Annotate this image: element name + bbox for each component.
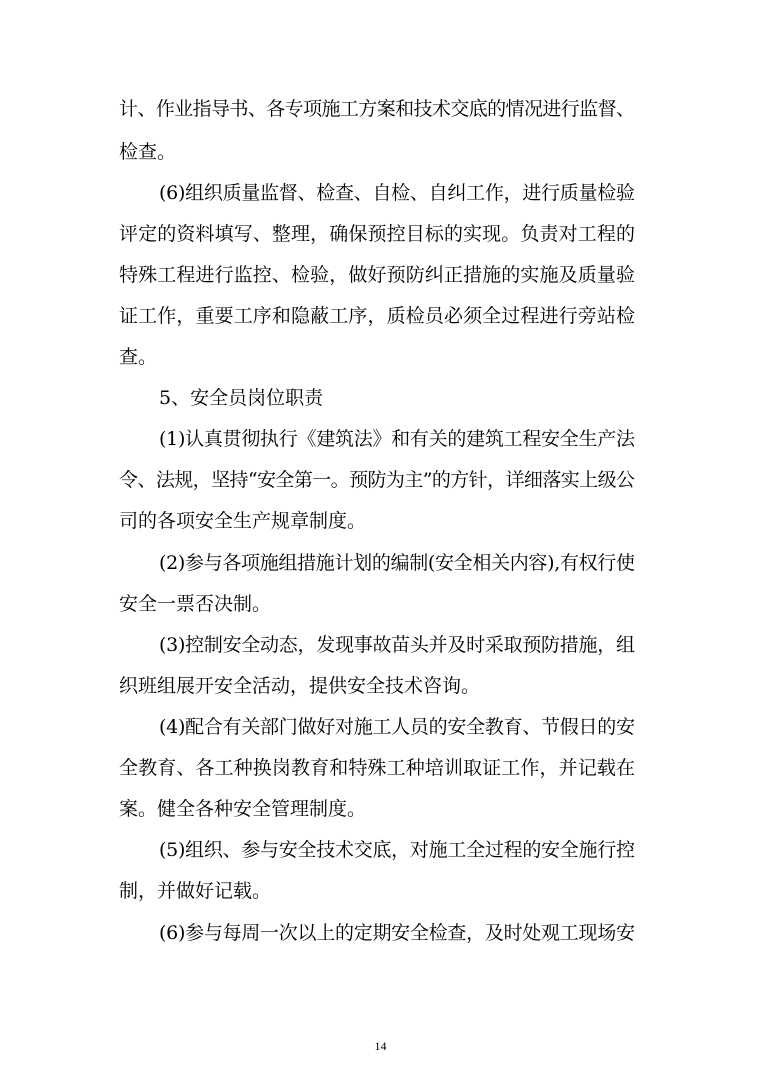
text-line-content: (4)配合有关部门做好对施工人员的安全教育、节假日的安 [159,716,635,738]
text-line [0,584,761,624]
text-line [0,132,761,172]
text-line-content: (5)组织、参与安全技术交底，对施工全过程的安全施行控 [159,839,635,861]
text-line-content: 计、作业指导书、各专项施工方案和技术交底的情况进行监督、 [119,98,635,120]
text-line [0,501,761,541]
text-line [0,296,761,336]
text-line-content: 全教育、各工种换岗教育和特殊工种培训取证工作，并记载在 [119,757,636,779]
text-line [0,625,761,665]
text-line [0,666,761,706]
text-line-content: 安全一票否决制。 [119,593,272,615]
text-line [0,871,761,911]
text-line-content: 令、法规，坚持“安全第一。预防为主”的方针，详细落实上级公 [119,469,635,491]
text-line [0,460,761,500]
text-line-content: 案。健全各种安全管理制度。 [119,798,367,820]
text-line [0,337,761,377]
text-line [0,913,761,953]
text-line [0,789,761,829]
text-line-content: 证工作，重要工序和隐蔽工序，质检员必须全过程进行旁站检 [119,305,636,327]
text-line [0,707,761,747]
text-line-content: 检查。 [119,141,177,163]
text-line [0,748,761,788]
text-line-content: 5、安全员岗位职责 [159,387,324,409]
text-line [0,255,761,295]
text-line [0,173,761,213]
text-line-content: 特殊工程进行监控、检验，做好预防纠正措施的实施及质量验 [119,264,636,286]
text-line-content: 织班组展开安全活动，提供安全技术咨询。 [119,675,481,697]
text-line [0,543,761,583]
text-line [0,214,761,254]
text-line-content: 评定的资料填写、整理，确保预控目标的实现。负责对工程的 [119,223,636,245]
text-line [0,830,761,870]
text-line-content: 制，并做好记载。 [119,880,272,902]
text-line-content: (6)参与每周一次以上的定期安全检查，及时处观工现场安 [159,922,635,944]
text-line [0,89,761,129]
text-line-content: 查。 [119,346,158,368]
text-line-content: 司的各项安全生产规章制度。 [119,510,367,532]
text-line [0,378,761,418]
page-number: 14 [374,1039,387,1053]
text-line-content: (6)组织质量监督、检查、自检、自纠工作，进行质量检验 [159,182,635,204]
text-line-content: (3)控制安全动态，发现事故苗头并及时采取预防措施，组 [159,634,635,656]
text-line-content: (2)参与各项施组措施计划的编制(安全相关内容),有权行使 [159,552,635,574]
text-line [0,419,761,459]
text-line-content: (1)认真贯彻执行《建筑法》和有关的建筑工程安全生产法 [159,428,635,450]
